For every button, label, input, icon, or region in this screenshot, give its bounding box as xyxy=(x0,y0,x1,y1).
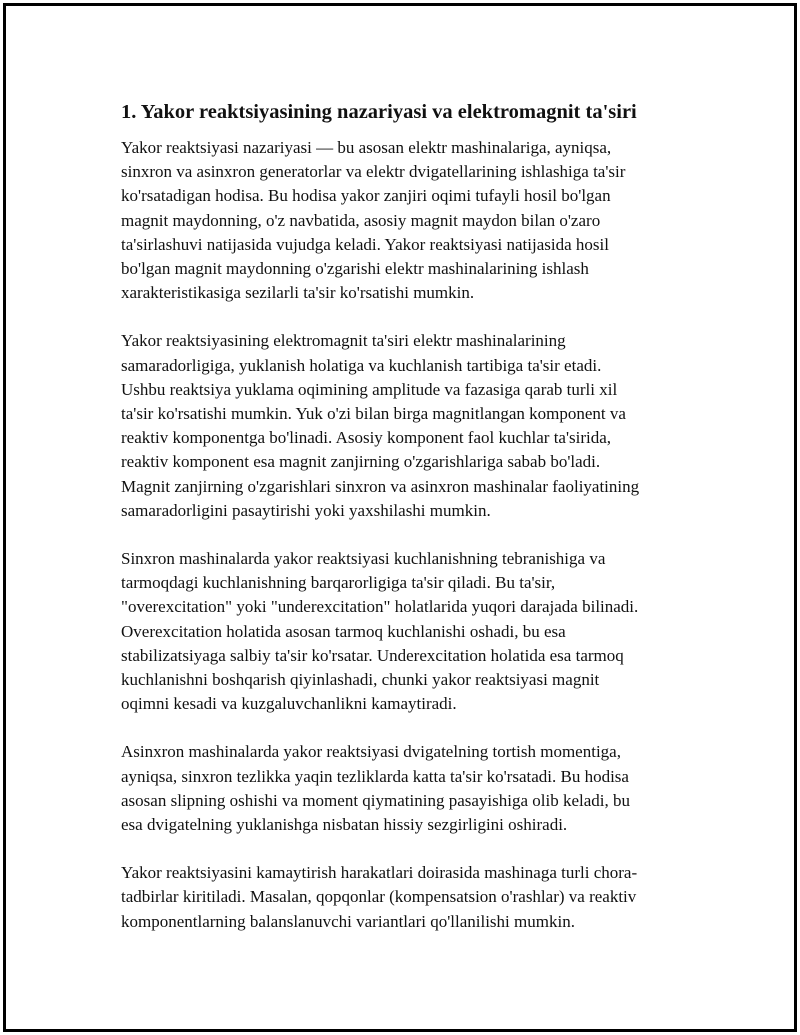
paragraph-1: Yakor reaktsiyasi nazariyasi — bu asosan elektr mashinalariga, ayniqsa, sinxron va asinxron generatorlar va elektr dvigatellarining ishlashiga ta'sir ko'rsatadigan hodisa. Bu hodisa yakor zanjiri oqimi tufayli hosil bo'lgan magnit maydonning, o'z navbatida, asosiy magnit maydon bilan o'zaro ta'sirlashuvi natijasida vujudga keladi. Yakor reaktsiyasi natijasida hosil bo'lgan magnit maydonning o'zgarishi elektr mashinalarining ishlash xarakteristikasiga sezilarli ta'sir ko'rsatishi mumkin. xyxy=(121,138,626,303)
paragraph-3: Sinxron mashinalarda yakor reaktsiyasi kuchlanishning tebranishiga va tarmoqdagi kuchlanishning barqarorligiga ta'sir qiladi. Bu ta'sir, "overexcitation" yoki "underexcitation" holatlarida yuqori darajada bilinadi. Overexcitation holatida asosan tarmoq kuchlanishi oshadi, bu esa stabilizatsiyaga salbiy ta'sir ko'rsatar. Underexcitation holatida esa tarmoq kuchlanishni boshqarish qiyinlashadi, chunki yakor reaktsiyasi magnit oqimni kesadi va kuzgaluvchanlikni kamaytiradi. xyxy=(121,549,639,714)
section-heading: 1. Yakor reaktsiyasining nazariyasi va elektromagnit ta'siri xyxy=(121,101,637,123)
paragraph-4: Asinxron mashinalarda yakor reaktsiyasi dvigatelning tortish momentiga, ayniqsa, sinxron tezlikka yaqin tezliklarda katta ta'sir ko'rsatadi. Bu hodisa asosan slipning oshishi va moment qiymatining pasayishiga olib keladi, bu esa dvigatelning yuklanishga nisbatan hissiy sezgirligini oshiradi. xyxy=(121,742,631,835)
page-border xyxy=(3,3,797,1032)
paragraph-5: Yakor reaktsiyasini kamaytirish harakatlari doirasida mashinaga turli chora- tadbirlar kiritiladi. Masalan, qopqonlar (kompensatsion o'rashlar) va reaktiv komponentlarning balanslanuvchi variantlari qo'llanilishi mumkin. xyxy=(121,863,638,931)
document-body xyxy=(121,98,686,958)
paragraph-2: Yakor reaktsiyasining elektromagnit ta'siri elektr mashinalarining samaradorligiga, yuklanish holatiga va kuchlanish tartibiga ta'sir etadi. Ushbu reaktsiya yuklama oqimining amplitude va fazasiga qarab turli xil ta'sir ko'rsatishi mumkin. Yuk o'zi bilan birga magnitlangan komponent va reaktiv komponentga bo'linadi. Asosiy komponent faol kuchlar ta'sirida, reaktiv komponent esa magnit zanjirning o'zgarishlariga sabab bo'ladi. Magnit zanjirning o'zgarishlari sinxron va asinxron mashinalar faoliyatining samaradorligini pasaytirishi yoki yaxshilashi mumkin. xyxy=(121,331,640,520)
